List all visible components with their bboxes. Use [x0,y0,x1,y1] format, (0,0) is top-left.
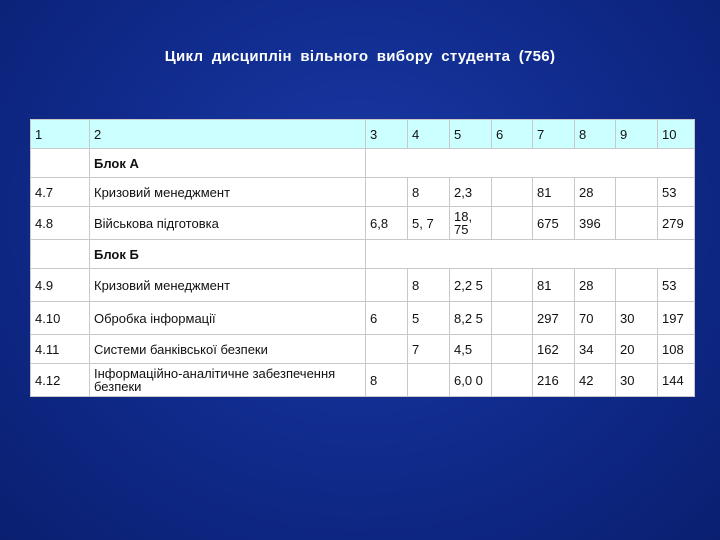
table-cell: 279 [658,207,695,240]
table-cell: 5 [408,302,450,335]
table-cell: 216 [533,364,575,397]
table-cell [366,335,408,364]
header-cell: 9 [616,120,658,149]
table-cell: 4.11 [31,335,90,364]
table-cell: 7 [408,335,450,364]
table-cell: 4,5 [450,335,492,364]
header-cell: 3 [366,120,408,149]
table-cell: 4.12 [31,364,90,397]
table-cell [492,269,533,302]
header-cell: 10 [658,120,695,149]
table-cell: Обробка інформації [90,302,366,335]
table-cell [616,178,658,207]
table-cell: 4.10 [31,302,90,335]
table-cell: 42 [575,364,616,397]
table-cell: 4.7 [31,178,90,207]
table-cell: 18, 75 [450,207,492,240]
table-cell [31,149,90,178]
table-row [31,364,695,397]
table-cell: 675 [533,207,575,240]
table-cell [366,178,408,207]
header-cell: 4 [408,120,450,149]
block-row [31,240,695,269]
table-cell: 28 [575,178,616,207]
table-cell [492,335,533,364]
table-cell: 6,0 0 [450,364,492,397]
table-cell [616,207,658,240]
table-cell: 30 [616,364,658,397]
table-row [31,178,695,207]
table-cell: 396 [575,207,616,240]
table-cell: 162 [533,335,575,364]
table-cell: Військова підготовка [90,207,366,240]
header-cell: 7 [533,120,575,149]
disciplines-table [30,119,695,397]
table-cell: 6 [366,302,408,335]
table-cell: 8 [408,178,450,207]
table-cell: 8 [366,364,408,397]
table-cell: 144 [658,364,695,397]
table-cell: 4.8 [31,207,90,240]
table-cell: 297 [533,302,575,335]
header-cell: 1 [31,120,90,149]
table-cell: Кризовий менеджмент [90,269,366,302]
table-cell [492,302,533,335]
table-cell [492,364,533,397]
table-cell: 53 [658,178,695,207]
table-cell: 81 [533,269,575,302]
table-cell: 81 [533,178,575,207]
table-cell: Системи банківської безпеки [90,335,366,364]
header-cell: 2 [90,120,366,149]
table-cell: 8 [408,269,450,302]
table-cell: 53 [658,269,695,302]
table-cell [408,364,450,397]
table-row [31,302,695,335]
block-label: Блок Б [90,240,366,269]
header-cell: 8 [575,120,616,149]
table-cell: Інформаційно-аналітичне забезпечення безпеки [90,364,366,397]
table-cell: 4.9 [31,269,90,302]
table-cell [366,269,408,302]
header-cell: 6 [492,120,533,149]
table-body [31,120,695,397]
table-cell [616,269,658,302]
table-cell: 70 [575,302,616,335]
table-cell: Кризовий менеджмент [90,178,366,207]
block-row [31,149,695,178]
table-cell [492,178,533,207]
table-cell: 8,2 5 [450,302,492,335]
table-cell: 34 [575,335,616,364]
table-cell [492,207,533,240]
table-cell: 2,2 5 [450,269,492,302]
table-row [31,269,695,302]
table-cell: 2,3 [450,178,492,207]
header-cell: 5 [450,120,492,149]
table-cell: 6,8 [366,207,408,240]
table-cell [366,240,695,269]
header-row [31,120,695,149]
slide-title: Цикл дисциплін вільного вибору студента (756) [164,48,556,65]
table-cell: 5, 7 [408,207,450,240]
table-cell [366,149,695,178]
table-row [31,335,695,364]
table-row [31,207,695,240]
table-cell: 28 [575,269,616,302]
table-cell: 20 [616,335,658,364]
table-cell [31,240,90,269]
block-label: Блок А [90,149,366,178]
table-cell: 197 [658,302,695,335]
table-cell: 30 [616,302,658,335]
table-cell: 108 [658,335,695,364]
